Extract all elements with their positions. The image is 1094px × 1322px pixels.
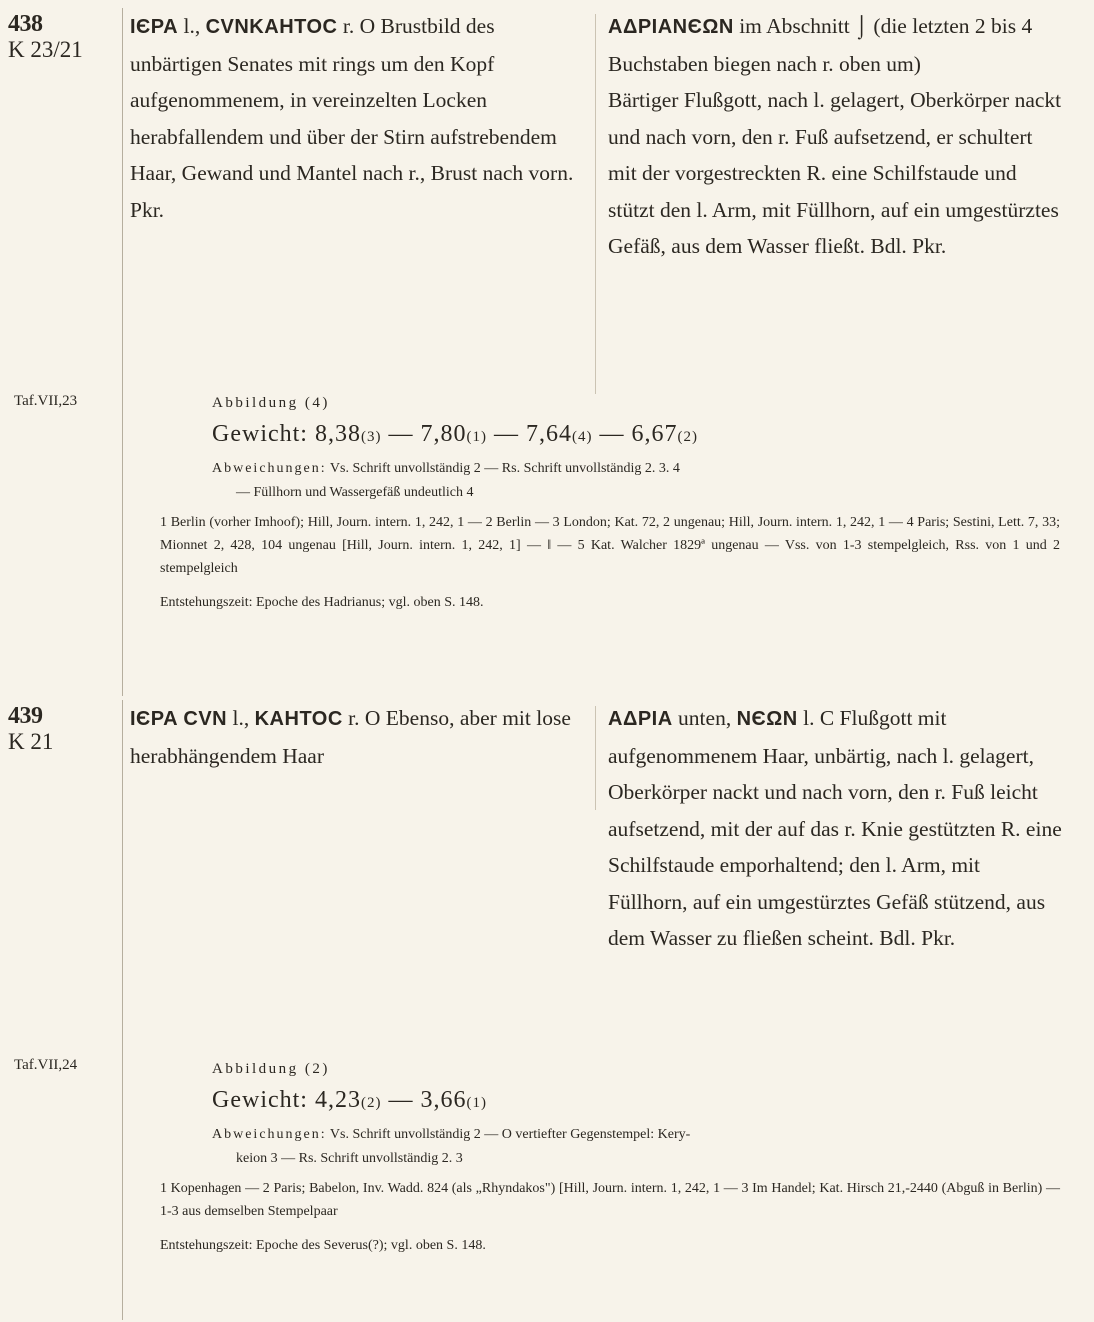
reverse-legend: AΔPIA xyxy=(608,708,673,730)
obverse-legend: IЄPA xyxy=(130,16,179,38)
catalog-entry-439 xyxy=(0,700,1094,1322)
catalog-reference: K 21 xyxy=(8,729,54,754)
obverse-legend: IЄPA CVN xyxy=(130,708,228,730)
deviations-text: Vs. Schrift unvollständig 2 — Rs. Schrift unvollständig 2. 3. 4 xyxy=(329,461,680,476)
obverse-text2: r. O Brustbild des unbärtigen Senates mit rings um den Kopf aufgenommenem, in vereinzelten Locken herabfallendem und über der Stirn aufstrebendem Haar, Gewand und Mantel nach r., Brust nach vorn. Pkr. xyxy=(130,14,574,222)
deviations-label: Abweichungen: xyxy=(212,1127,327,1142)
weight-count: (1) xyxy=(466,429,487,445)
weight-count: (2) xyxy=(360,1095,382,1111)
weight-label: Gewicht: xyxy=(212,1087,308,1113)
obverse-legend-2: KAHTOC xyxy=(254,708,343,730)
weight-value: 4,23 xyxy=(314,1087,361,1113)
deviations-label: Abweichungen: xyxy=(212,461,327,476)
abbildung: Abbildung (2) xyxy=(212,1061,330,1077)
vertical-rule xyxy=(122,8,123,696)
separator: — xyxy=(599,421,625,447)
obverse-text1: l., xyxy=(183,14,201,38)
entry-metadata xyxy=(160,392,1060,614)
references: 1 Berlin (vorher Imhoof); Hill, Journ. intern. 1, 242, 1 — 2 Berlin — 3 London; Kat. 72, 2 ungenau; Hill, Journ. intern. 1, 242, 1 — 4 Paris; Sestini, Lett. 7, 33; Mionnet 2, 428, 104 ungenau [Hill, Journ. intern. 1, 242, 1] — ‖ — 5 Kat. Walcher 1829ª ungenau — Vss. von 1-3 stempelgleich, Rss. von 1 und 2 stempelgleich xyxy=(160,515,1060,576)
weights xyxy=(212,414,1060,457)
dating: Entstehungszeit: Epoche des Hadrianus; vgl. oben S. 148. xyxy=(160,595,484,610)
plate-reference: Taf.VII,23 xyxy=(14,393,78,409)
weight-count: (3) xyxy=(360,429,382,445)
obverse-description xyxy=(130,8,580,228)
catalog-reference: K 23/21 xyxy=(8,37,83,62)
column-divider xyxy=(595,706,596,810)
weight-value: 7,80 xyxy=(420,421,467,447)
references: 1 Kopenhagen — 2 Paris; Babelon, Inv. Wadd. 824 (als „Rhyndakos") [Hill, Journ. intern. 1, 242, 1 — 3 Im Handel; Kat. Hirsch 21,-2440 (Abguß in Berlin) — 1-3 aus demselben Stempelpaar xyxy=(160,1181,1060,1219)
deviations-continued: — Füllhorn und Wassergefäß undeutlich 4 xyxy=(236,485,474,500)
deviations-text: Vs. Schrift unvollständig 2 — O vertiefter Gegenstempel: Kery- xyxy=(329,1127,691,1142)
weight-value: 8,38 xyxy=(314,421,361,447)
reverse-text: im Abschnitt ⌡ (die letzten 2 bis 4 Buchstaben biegen nach r. oben um) xyxy=(608,14,1033,76)
separator: — xyxy=(493,421,519,447)
entry-number: 438 xyxy=(8,11,43,37)
reverse-description xyxy=(608,700,1063,957)
separator: — xyxy=(388,421,414,447)
weight-count: (1) xyxy=(466,1095,487,1111)
weight-count: (2) xyxy=(677,429,698,445)
weight-value: 6,67 xyxy=(631,421,678,447)
reverse-legend-2: NЄΩN xyxy=(736,708,798,730)
weight-value: 7,64 xyxy=(525,421,572,447)
entry-number: 439 xyxy=(8,703,43,729)
weights xyxy=(212,1080,1060,1123)
obverse-text1: l., xyxy=(232,706,250,730)
dating: Entstehungszeit: Epoche des Severus(?); vgl. oben S. 148. xyxy=(160,1238,486,1253)
reverse-description xyxy=(608,8,1063,265)
reverse-legend: AΔPIANЄΩN xyxy=(608,16,734,38)
weight-value: 3,66 xyxy=(420,1087,467,1113)
weight-count: (4) xyxy=(571,429,593,445)
deviations-continued: keion 3 — Rs. Schrift unvollständig 2. 3 xyxy=(236,1151,463,1166)
weight-label: Gewicht: xyxy=(212,421,308,447)
abbildung: Abbildung (4) xyxy=(212,395,330,411)
plate-reference: Taf.VII,24 xyxy=(14,1057,78,1073)
column-divider xyxy=(595,14,596,394)
deviations xyxy=(212,1123,1060,1171)
catalog-entry-438 xyxy=(0,8,1094,696)
deviations xyxy=(212,457,1060,505)
reverse-text-a: unten, xyxy=(678,706,732,730)
vertical-rule xyxy=(122,700,123,1320)
obverse-legend-2: CVNKAHTOC xyxy=(205,16,338,38)
obverse-text2: r. O Ebenso, aber mit lose herabhängendem Haar xyxy=(130,706,571,768)
reverse-type: Bärtiger Flußgott, nach l. gelagert, Oberkörper nackt und nach vorn, den r. Fuß aufsetzend, er schultert mit der vorgestreckten R. eine Schilfstaude und stützt den l. Arm, mit Füllhorn, auf ein umgestürztes Gefäß, aus dem Wasser fließt. Bdl. Pkr. xyxy=(608,88,1062,258)
obverse-description xyxy=(130,700,580,774)
entry-metadata xyxy=(160,1058,1060,1257)
reverse-text-b: l. C Flußgott mit aufgenommenem Haar, unbärtig, nach l. gelagert, Oberkörper nackt und nach vorn, den r. Fuß leicht aufsetzend, mit der auf das r. Knie gestützten R. eine Schilfstaude emporhaltend; den l. Arm, mit Füllhorn, auf ein umgestürztes Gefäß stützend, aus dem Wasser zu fließen scheint. Bdl. Pkr. xyxy=(608,706,1062,950)
separator: — xyxy=(388,1087,414,1113)
